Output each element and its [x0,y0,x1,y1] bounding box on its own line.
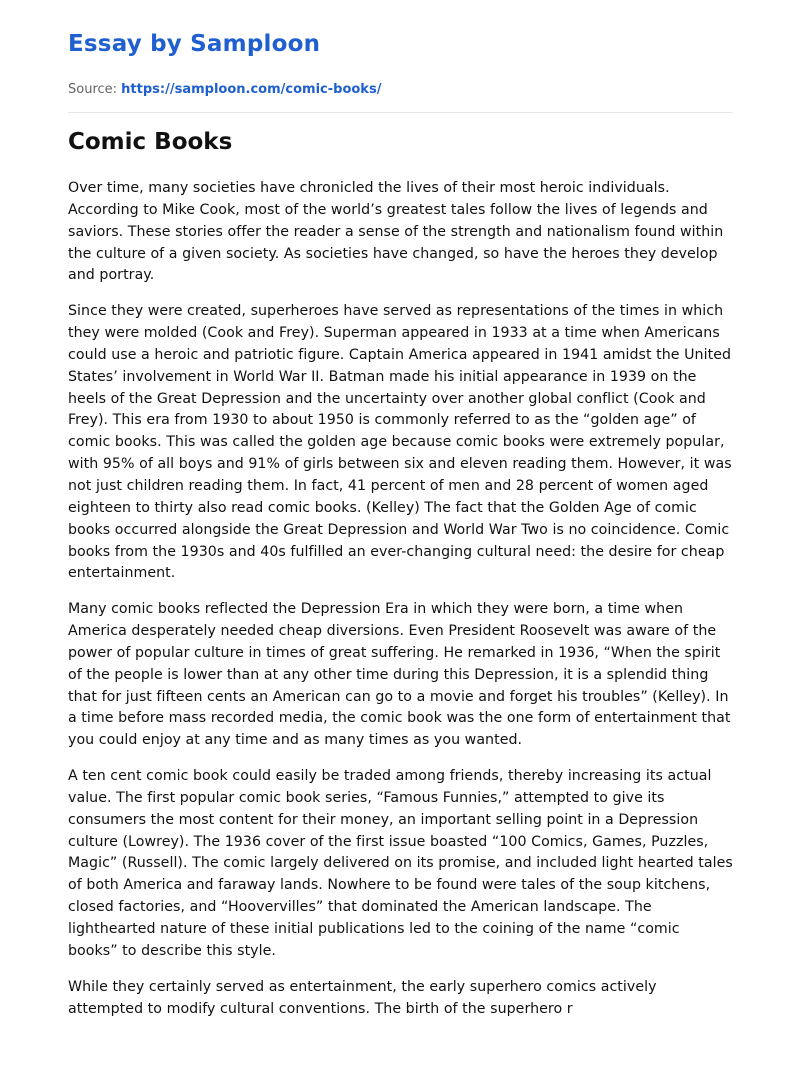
essay-body [68,178,733,1020]
header-divider [68,112,733,113]
paragraph-1: Over time, many societies have chronicled the lives of their most heroic individuals. According to Mike Cook, most of the world’s greatest tales follow the lives of legends and saviors. These stories offer the reader a sense of the strength and nationalism found within the culture of a given society. As societies have changed, so have the heroes they develop and portray. [68,180,724,284]
paragraph-5: While they certainly served as entertainment, the early superhero comics actively attempted to modify cultural conventions. The birth of the superhero r [68,978,657,1017]
source-line [68,81,733,99]
page-title: Comic Books [68,129,233,155]
source-link[interactable]: https://samploon.com/comic-books/ [121,82,382,97]
paragraph-4: A ten cent comic book could easily be traded among friends, thereby increasing its actual value. The first popular comic book series, “Famous Funnies,” attempted to give its consumers the most content for their money, an important selling point in a Depression culture (Lowrey). The 1936 cover of the first issue boasted “100 Comics, Games, Puzzles, Magic” (Russell). The comic largely delivered on its promise, and included light hearted tales of both America and faraway lands. Nowhere to be found were tales of the soup kitchens, closed factories, and “Hoovervilles” that dominated the American landscape. The lighthearted nature of these initial publications led to the coining of the name “comic books” to describe this style. [68,768,733,959]
document-page [68,0,733,1082]
paragraph-3: Many comic books reflected the Depression Era in which they were born, a time when America desperately needed cheap diversions. Even President Roosevelt was aware of the power of popular culture in times of great suffering. He remarked in 1936, “When the spirit of the people is lower than at any other time during this Depression, it is a splendid thing that for just fifteen cents an American can go to a movie and forget his troubles” (Kelley). In a time before mass recorded media, the comic book was the one form of entertainment that you could enjoy at any time and as many times as you wanted. [68,601,731,749]
brand-title: Essay by Samploon [68,31,321,57]
source-label: Source: [68,82,118,97]
paragraph-2: Since they were created, superheroes have served as representations of the times in which they were molded (Cook and Frey). Superman appeared in 1933 at a time when Americans could use a heroic and patriotic figure. Captain America appeared in 1941 amidst the United States’ involvement in World War II. Batman made his initial appearance in 1939 on the heels of the Great Depression and the uncertainty over another global conflict (Cook and Frey). This era from 1930 to about 1950 is commonly referred to as the “golden age” of comic books. This was called the golden age because comic books were extremely popular, with 95% of all boys and 91% of girls between six and eleven reading them. However, it was not just children reading them. In fact, 41 percent of men and 28 percent of women aged eighteen to thirty also read comic books. (Kelley) The fact that the Golden Age of comic books occurred alongside the Great Depression and World War Two is no coincidence. Comic books from the 1930s and 40s fulfilled an ever-changing cultural need: the desire for cheap entertainment. [68,303,732,582]
